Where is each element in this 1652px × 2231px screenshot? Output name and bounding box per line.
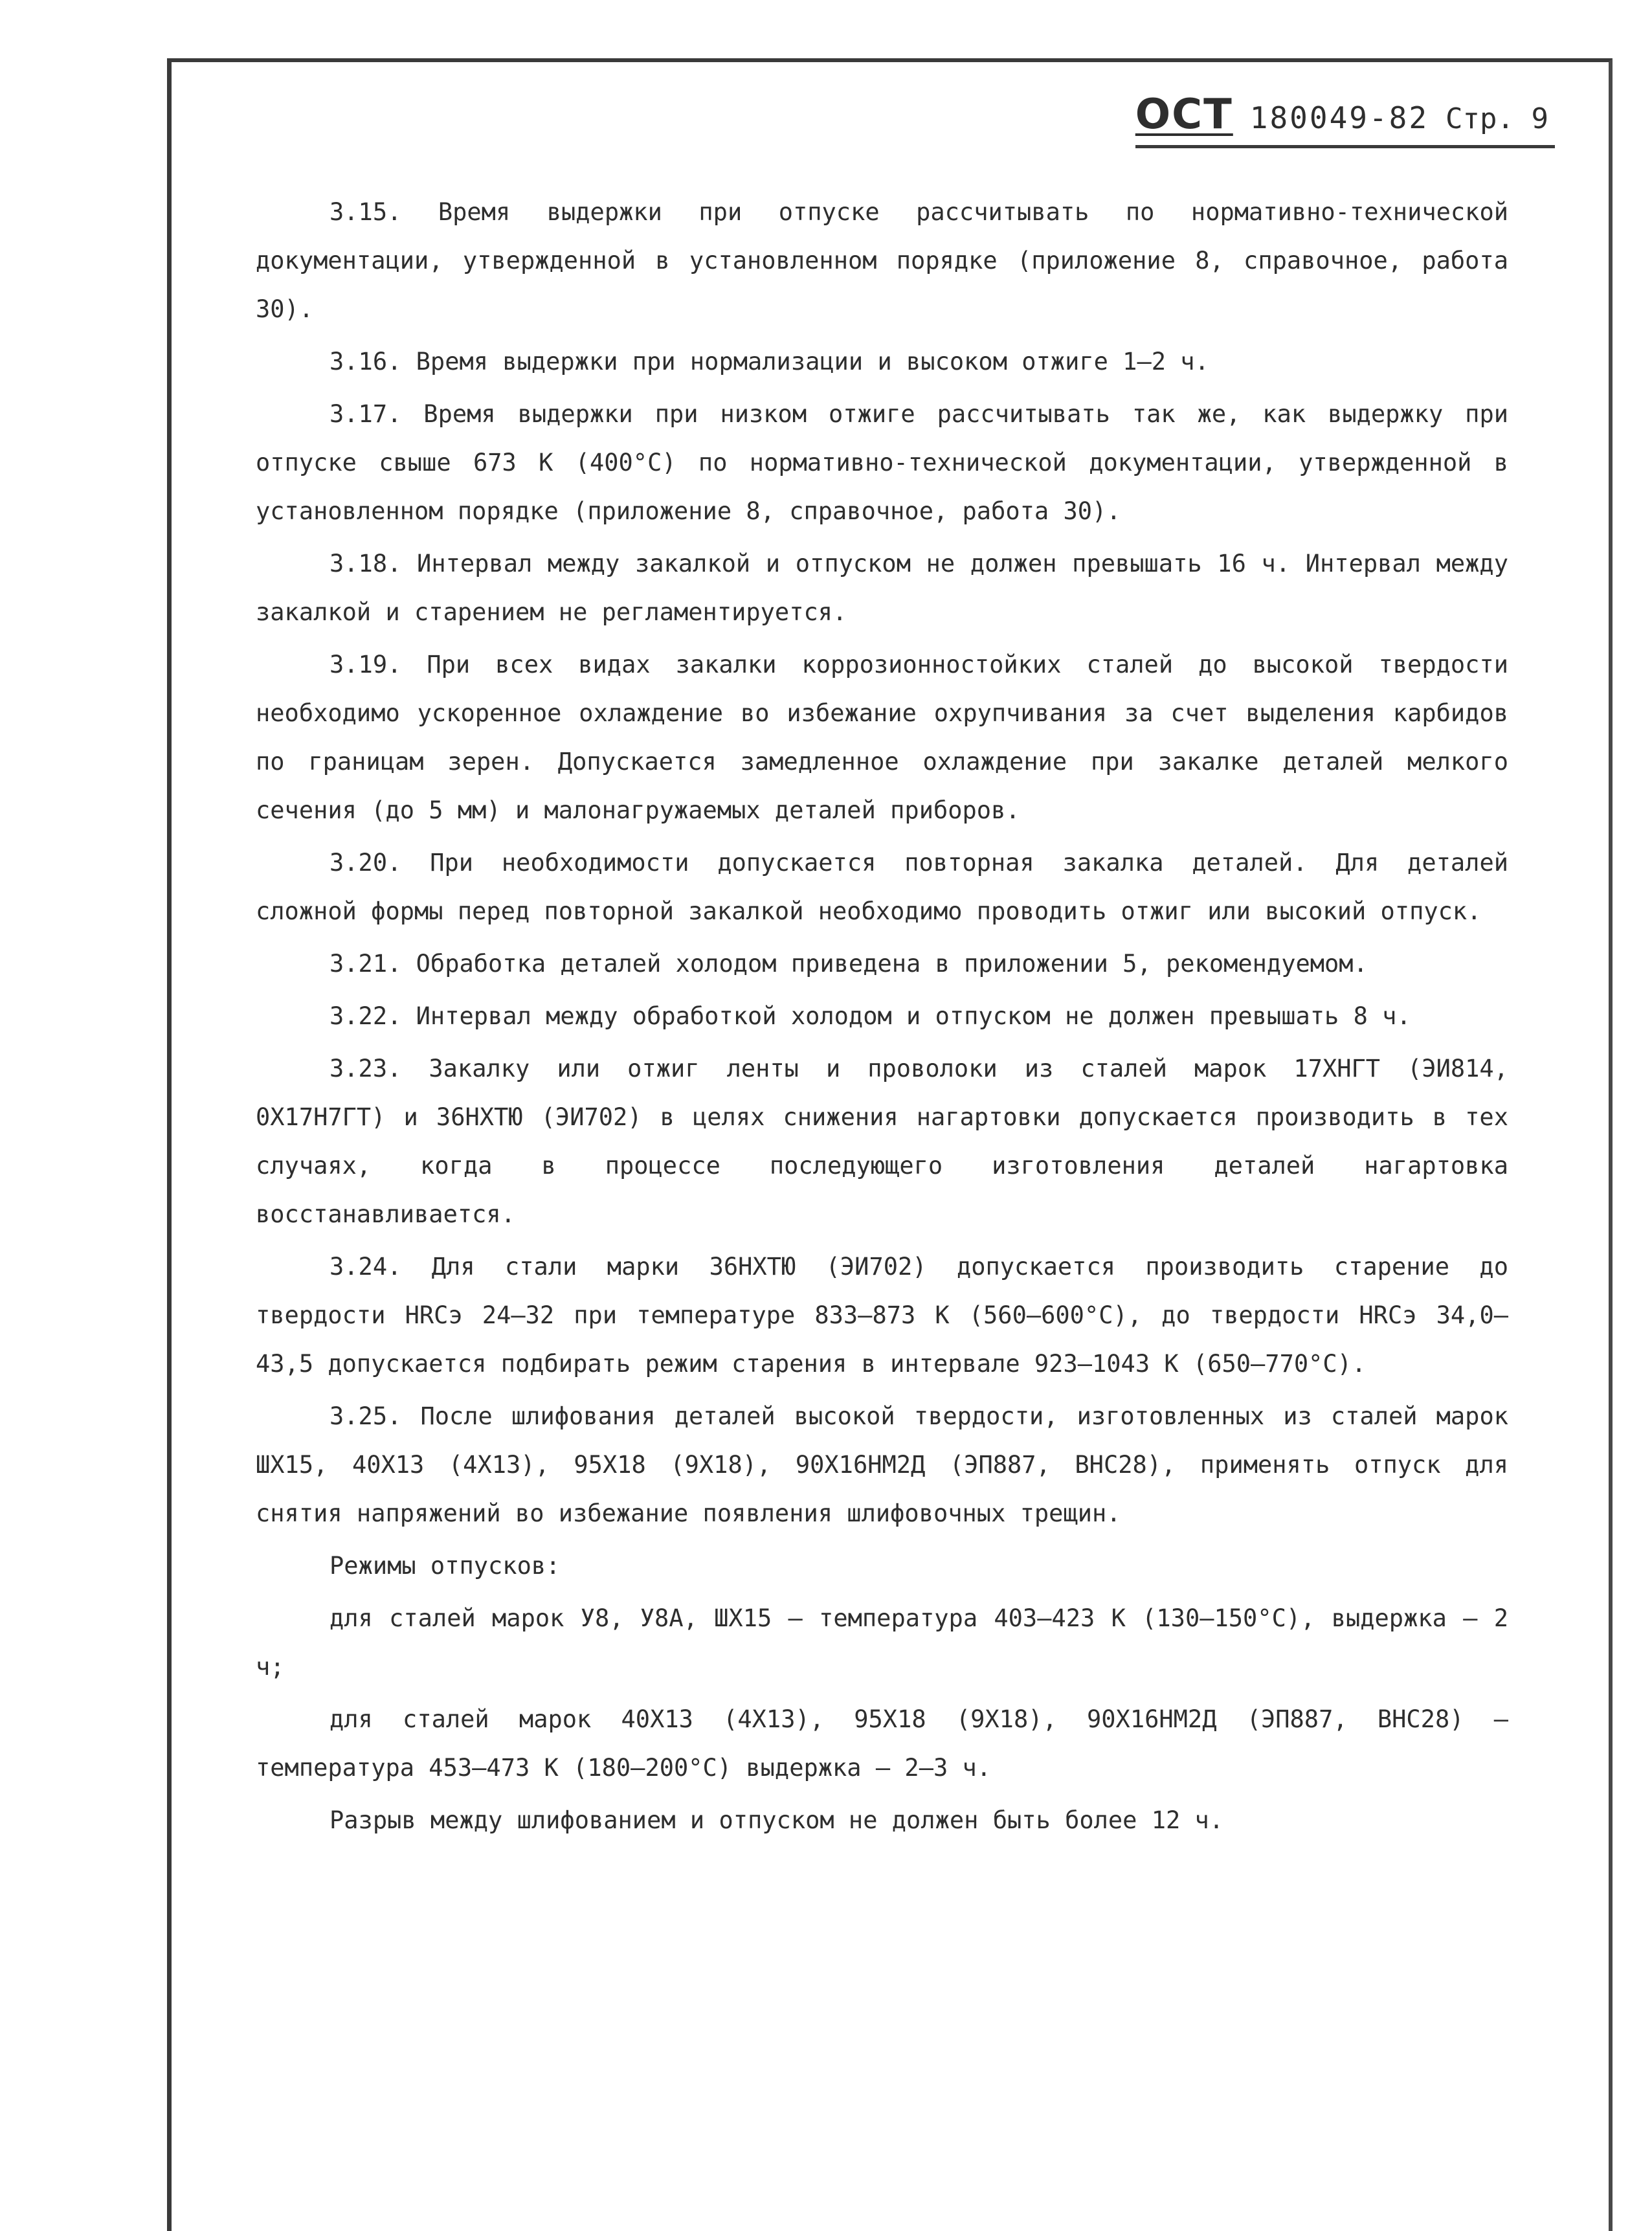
paragraph-3-16: 3.16. Время выдержки при нормализации и высоком отжиге 1–2 ч. [329, 348, 1209, 376]
paragraph-3-15: 3.15. Время выдержки при отпуске рассчитывать по нормативно-технической документации, утвержденной в установленном порядке (приложение 8, справочное, работа 30). [256, 198, 1508, 323]
paragraph-3-25: 3.25. После шлифования деталей высокой твердости, изготовленных из сталей марок ШХ15, 40Х13 (4Х13), 95Х18 (9Х18), 90Х16НМ2Д (ЭП887, ВНС28), применять отпуск для снятия напряжений во избежание появления шлифовочных трещин. [256, 1402, 1508, 1527]
tempering-modes-heading: Режимы отпусков: [329, 1552, 561, 1580]
page-number: Стр. 9 [1446, 102, 1548, 135]
document-header [1135, 91, 1555, 148]
paragraph-3-24: 3.24. Для стали марки 36НХТЮ (ЭИ702) допускается производить старение до твердости HRCэ 24–32 при температуре 833–873 К (560–600°С), до твердости HRCэ 34,0–43,5 допускается подбирать режим старения в интервале 923–1043 К (650–770°С). [256, 1253, 1508, 1378]
standard-number: 180049-82 [1249, 100, 1429, 135]
standard-code: ОСТ [1135, 91, 1233, 139]
paragraph-3-20: 3.20. При необходимости допускается повторная закалка деталей. Для деталей сложной формы перед повторной закалкой необходимо проводить отжиг или высокий отпуск. [256, 849, 1508, 925]
paragraph-3-19: 3.19. При всех видах закалки коррозионностойких сталей до высокой твердости необходимо ускоренное охлаждение во избежание охрупчивания за счет выделения карбидов по границам зерен. Допускается замедленное охлаждение при закалке деталей мелкого сечения (до 5 мм) и малонагружаемых деталей приборов. [256, 651, 1508, 824]
tempering-mode-1: для сталей марок У8, У8А, ШХ15 – температура 403–423 К (130–150°С), выдержка – 2 ч; [256, 1604, 1508, 1681]
paragraph-3-23: 3.23. Закалку или отжиг ленты и проволоки из сталей марок 17ХНГТ (ЭИ814, 0Х17Н7ГТ) и 36НХТЮ (ЭИ702) в целях снижения нагартовки допускается производить в тех случаях, когда в процессе последующего изготовления деталей нагартовка восстанавливается. [256, 1055, 1508, 1228]
tempering-mode-2: для сталей марок 40Х13 (4Х13), 95Х18 (9Х18), 90Х16НМ2Д (ЭП887, ВНС28) – температура 453–473 К (180–200°С) выдержка – 2–3 ч. [256, 1705, 1508, 1782]
grinding-interval-note: Разрыв между шлифованием и отпуском не должен быть более 12 ч. [329, 1806, 1224, 1834]
paragraph-3-17: 3.17. Время выдержки при низком отжиге рассчитывать так же, как выдержку при отпуске свыше 673 К (400°С) по нормативно-технической документации, утвержденной в установленном порядке (приложение 8, справочное, работа 30). [256, 400, 1508, 525]
paragraph-3-22: 3.22. Интервал между обработкой холодом и отпуском не должен превышать 8 ч. [329, 1002, 1411, 1030]
document-body [256, 188, 1508, 1844]
paragraph-3-18: 3.18. Интервал между закалкой и отпуском не должен превышать 16 ч. Интервал между закалкой и старением не регламентируется. [256, 550, 1508, 626]
paragraph-3-21: 3.21. Обработка деталей холодом приведена в приложении 5, рекомендуемом. [329, 950, 1368, 978]
